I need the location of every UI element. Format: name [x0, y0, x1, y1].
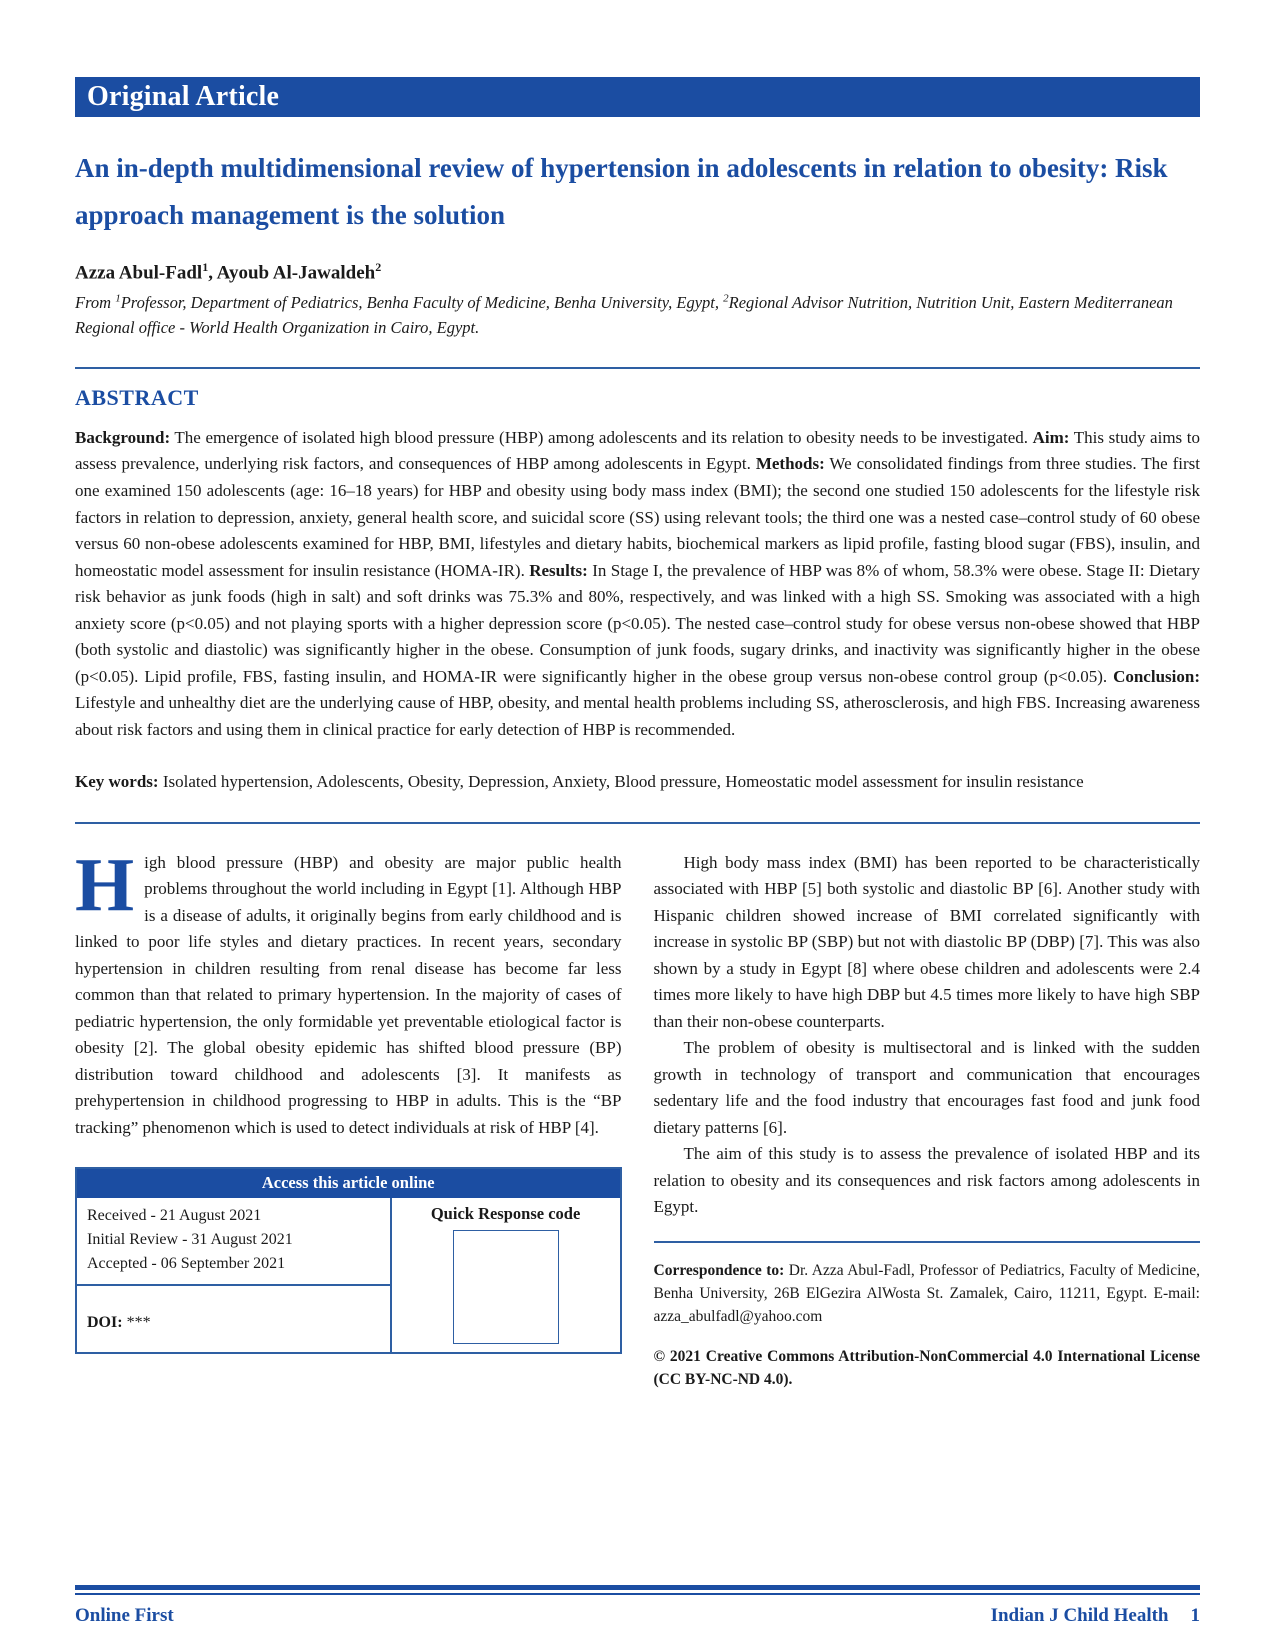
author-2: Ayoub Al-Jawaldeh	[216, 261, 376, 283]
authors-line	[75, 260, 1200, 284]
footer-rule-thin	[75, 1593, 1200, 1596]
doi-line	[77, 1286, 390, 1352]
author-2-superscript: 2	[375, 259, 382, 274]
access-box-left-cell	[77, 1198, 392, 1352]
article-type-banner	[75, 77, 1200, 117]
left-column	[75, 842, 622, 1391]
affiliation-lead: From	[75, 292, 116, 312]
footer-page-number: 1	[1190, 1605, 1200, 1626]
abstract-conclusion-text: Lifestyle and unhealthy diet are the underlying cause of HBP, obesity, and mental health problems including SS, atherosclerosis, and high FBS. Increasing awareness about risk factors and using them in clinical practice for early detection of HBP is recommended.	[75, 693, 1200, 739]
affiliation-part-2: Regional Advisor Nutrition, Nutrition Unit, Eastern Mediterranean Regional office - World Health Organization in Cairo, Egypt.	[75, 292, 1173, 338]
affiliation-part-1: Professor, Department of Pediatrics, Benha Faculty of Medicine, Benha University, Egypt,	[120, 292, 724, 312]
access-box-header-label: Access this article online	[261, 1173, 435, 1193]
footer-rule-thick	[75, 1585, 1200, 1590]
affiliation-line	[75, 290, 1200, 341]
abstract-aim-label: Aim:	[1032, 427, 1070, 447]
qr-code-placeholder	[453, 1230, 559, 1344]
access-box-right-cell	[392, 1198, 620, 1352]
author-1-superscript: 1	[202, 259, 209, 274]
author-1: Azza Abul-Fadl	[75, 261, 203, 283]
access-box-dates	[77, 1198, 390, 1286]
abstract-results-text: In Stage I, the prevalence of HBP was 8% of whom, 58.3% were obese. Stage II: Dietary risk behavior as junk foods (high in salt) and soft drinks was 75.3% and 80%, respectively, and was linked with a high SS. Smoking was associated with a high anxiety score (p<0.05) and not playing sports with a higher depression score (p<0.05). The nested case–control study for obese versus non-obese showed that HBP (both systolic and diastolic) was significantly higher in the obese. Consumption of junk foods, sugary drinks, and inactivity was significantly higher in the obese (p<0.05). Lipid profile, FBS, fasting insulin, and HOMA-IR were significantly higher in the obese group versus non-obese control group (p<0.05).	[75, 560, 1200, 686]
article-title: An in-depth multidimensional review of hypertension in adolescents in relation to obesity: Risk approach management is the solution	[75, 153, 1168, 231]
correspondence-text: Dr. Azza Abul-Fadl, Professor of Pediatrics, Faculty of Medicine, Benha University, 26B ElGezira AlWosta St. Zamalek, Cairo, 11211, Egypt. E-mail: azza_abulfadl@yahoo.com	[653, 1261, 1200, 1326]
license-statement: © 2021 Creative Commons Attribution-NonCommercial 4.0 International License (CC BY-NC-ND 4.0).	[653, 1347, 1200, 1388]
abstract-aim-text: This study aims to assess prevalence, underlying risk factors, and consequences of HBP among adolescents in Egypt.	[75, 427, 1200, 474]
keywords-line	[75, 769, 1200, 796]
correspondence-block	[654, 1259, 1201, 1329]
keywords-label: Key words:	[75, 772, 159, 792]
abstract-methods-label: Methods:	[755, 454, 825, 474]
abstract-paragraph	[75, 425, 1200, 743]
body-paragraph-obesity-problem: The problem of obesity is multisectoral and is linked with the sudden growth in technology of transport and communication that encourages sedentary life and the food industry that encourages fast food and junk food dietary patterns [6].	[653, 1038, 1200, 1137]
access-box-header	[77, 1169, 620, 1198]
introduction-text: igh blood pressure (HBP) and obesity are major public health problems throughout the world including in Egypt [1]. Although HBP is a disease of adults, it originally begins from early childhood and is linked to poor life styles and dietary practices. In recent years, secondary hypertension in children resulting from renal disease has become far less common than that related to primary hypertension. In the majority of cases of pediatric hypertension, the only formidable yet preventable etiological factor is obesity [2]. The global obesity epidemic has shifted blood pressure (BP) distribution toward childhood and adolescents [3]. It manifests as prehypertension in childhood progressing to HBP in adults. This is the “BP tracking” phenomenon which is used to detect individuals at risk of HBP [4].	[75, 852, 622, 1137]
doi-label: DOI:	[87, 1314, 123, 1332]
footer-journal-and-page	[991, 1605, 1200, 1627]
affiliation-superscript-2: 2	[723, 292, 729, 305]
access-box-body	[77, 1198, 620, 1352]
abstract-conclusion-label: Conclusion:	[1113, 666, 1200, 686]
authors-separator: ,	[208, 261, 217, 283]
banner-label: Original Article	[87, 81, 280, 112]
divider-above-abstract	[75, 367, 1200, 369]
abstract-background-text: The emergence of isolated high blood pressure (HBP) among adolescents and its relation to obesity needs to be investigated.	[170, 427, 1033, 447]
footer-online-first: Online First	[75, 1605, 174, 1626]
accepted-date: Accepted - 06 September 2021	[87, 1255, 286, 1273]
qr-code-label: Quick Response code	[430, 1204, 581, 1224]
affiliation-superscript-1: 1	[115, 292, 121, 305]
keywords-text: Isolated hypertension, Adolescents, Obesity, Depression, Anxiety, Blood pressure, Homeostatic model assessment for insulin resistance	[158, 772, 1084, 792]
abstract-methods-text: We consolidated findings from three studies. The first one examined 150 adolescents (age: 16–18 years) for HBP and obesity using body mass index (BMI); the second one studied 150 adolescents for the lifestyle risk factors in relation to depression, anxiety, general health score, and suicidal score (SS) using relevant tools; the third one was a nested case–control study of 60 obese versus 60 non-obese adolescents examined for HBP, BMI, lifestyles and dietary habits, biochemical markers as lipid profile, fasting blood sugar (FBS), insulin, and homeostatic model assessment for insulin resistance (HOMA-IR).	[75, 454, 1200, 580]
two-column-body	[75, 842, 1200, 1391]
doi-value: ***	[122, 1314, 151, 1332]
abstract-results-label: Results:	[529, 560, 588, 580]
footer-journal-name: Indian J Child Health	[990, 1605, 1169, 1626]
body-paragraph-study-aim: The aim of this study is to assess the prevalence of isolated HBP and its relation to obesity and its consequences and risk factors among adolescents in Egypt.	[653, 1144, 1200, 1217]
dropcap-letter: H	[75, 842, 135, 927]
abstract-heading: ABSTRACT	[75, 384, 199, 410]
introduction-paragraph	[75, 842, 622, 1142]
footer-row	[75, 1605, 1200, 1627]
divider-above-columns	[75, 822, 1200, 824]
right-column	[654, 850, 1201, 1391]
access-article-box	[75, 1167, 622, 1354]
body-paragraph-bmi: High body mass index (BMI) has been reported to be characteristically associated with HBP [5] both systolic and diastolic BP [6]. Another study with Hispanic children showed increase of BMI correlated significantly with increase in systolic BP (SBP) but not with diastolic BP (DBP) [7]. This was also shown by a study in Egypt [8] where obese children and adolescents were 2.4 times more likely to have high DBP but 4.5 times more likely to have high SBP than their non-obese counterparts.	[653, 852, 1200, 1031]
abstract-background-label: Background:	[75, 427, 171, 447]
page-footer	[75, 1585, 1200, 1627]
initial-review-date: Initial Review - 31 August 2021	[87, 1231, 293, 1249]
divider-above-correspondence	[654, 1241, 1201, 1243]
received-date: Received - 21 August 2021	[87, 1207, 262, 1225]
correspondence-label: Correspondence to:	[653, 1261, 785, 1279]
